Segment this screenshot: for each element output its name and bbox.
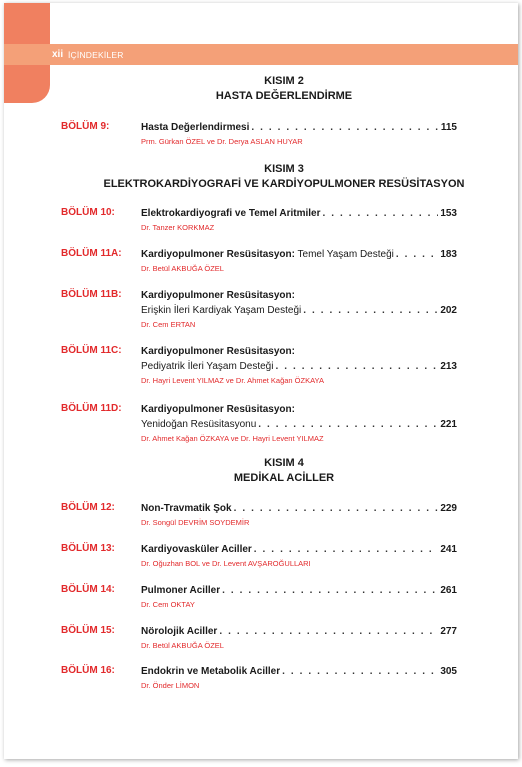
chapter-authors: Dr. Ahmet Kağan ÖZKAYA ve Dr. Hayri Levent YILMAZ xyxy=(141,434,324,443)
chapter-authors: Dr. Betül AKBUĞA ÖZEL xyxy=(141,641,224,650)
chapter-page: 261 xyxy=(440,585,457,596)
chapter-authors: Dr. Songül DEVRİM SOYDEMİR xyxy=(141,518,250,527)
page-number: xii xyxy=(52,49,64,60)
leader-dots xyxy=(234,502,439,515)
section-heading-part-4 xyxy=(50,456,518,486)
chapter-title: Kardiyopulmoner Resüsitasyon: xyxy=(141,404,295,415)
chapter-title: Endokrin ve Metabolik Aciller xyxy=(141,666,281,677)
chapter-authors: Dr. Önder LİMON xyxy=(141,681,200,690)
chapter-label: BÖLÜM 11D: xyxy=(61,403,122,414)
leader-dots xyxy=(282,665,438,678)
chapter-title: Nörolojik Aciller xyxy=(141,626,218,637)
chapter-label: BÖLÜM 10: xyxy=(61,207,115,218)
chapter-authors: Dr. Hayri Levent YILMAZ ve Dr. Ahmet Kağan ÖZKAYA xyxy=(141,376,324,385)
chapter-title: Kardiyopulmoner Resüsitasyon: xyxy=(141,290,295,301)
chapter-page: 213 xyxy=(440,361,457,372)
chapter-label: BÖLÜM 11B: xyxy=(61,289,122,300)
chapter-page: 305 xyxy=(440,666,457,677)
leader-dots xyxy=(396,248,438,261)
section-part: KISIM 4 xyxy=(264,457,304,469)
chapter-authors: Dr. Betül AKBUĞA ÖZEL xyxy=(141,264,224,273)
chapter-page: 221 xyxy=(440,419,457,430)
chapter-title: Kardiyovasküler Aciller xyxy=(141,544,252,555)
section-title: MEDİKAL ACİLLER xyxy=(233,472,335,484)
chapter-page: 153 xyxy=(440,208,457,219)
chapter-authors: Dr. Oğuzhan BOL ve Dr. Levent AVŞAROĞULLARI xyxy=(141,559,311,568)
chapter-title: Kardiyopulmoner Resüsitasyon: xyxy=(141,249,295,260)
chapter-authors: Dr. Cem ERTAN xyxy=(141,320,196,329)
toc-page xyxy=(4,3,518,759)
section-heading-part-2 xyxy=(50,74,518,104)
section-title: HASTA DEĞERLENDİRME xyxy=(215,90,353,102)
leader-dots xyxy=(254,543,439,556)
chapter-title: Hasta Değerlendirmesi xyxy=(141,122,250,133)
leader-dots xyxy=(323,207,439,220)
chapter-authors: Prm. Gürkan ÖZEL ve Dr. Derya ASLAN HUYAR xyxy=(141,137,303,146)
chapter-title: Pulmoner Aciller xyxy=(141,585,221,596)
chapter-label: BÖLÜM 14: xyxy=(61,584,115,595)
chapter-title: Elektrokardiyografi ve Temel Aritmiler xyxy=(141,208,321,219)
chapter-label: BÖLÜM 15: xyxy=(61,625,115,636)
chapter-title: Non-Travmatik Şok xyxy=(141,503,232,514)
chapter-page: 241 xyxy=(440,544,457,555)
chapter-label: BÖLÜM 9: xyxy=(61,121,110,132)
chapter-label: BÖLÜM 12: xyxy=(61,502,115,513)
chapter-label: BÖLÜM 11C: xyxy=(61,345,122,356)
section-part: KISIM 3 xyxy=(264,163,304,175)
leader-dots xyxy=(222,584,438,597)
chapter-title: Kardiyopulmoner Resüsitasyon: xyxy=(141,346,295,357)
chapter-authors: Dr. Tanzer KORKMAZ xyxy=(141,223,215,232)
chapter-label: BÖLÜM 11A: xyxy=(61,248,122,259)
chapter-page: 202 xyxy=(440,305,457,316)
leader-dots xyxy=(219,625,438,638)
chapter-subtitle: Pediyatrik İleri Yaşam Desteği xyxy=(141,361,274,372)
section-heading-part-3 xyxy=(50,162,518,192)
chapter-label: BÖLÜM 16: xyxy=(61,665,115,676)
leader-dots xyxy=(275,360,438,373)
section-title: ELEKTROKARDİYOGRAFİ VE KARDİYOPULMONER RESÜSİTASYON xyxy=(103,178,465,190)
chapter-subtitle: Temel Yaşam Desteği xyxy=(297,249,394,260)
chapter-page: 277 xyxy=(440,626,457,637)
page-title: İÇİNDEKİLER xyxy=(68,50,124,60)
chapter-subtitle: Erişkin İleri Kardiyak Yaşam Desteği xyxy=(141,305,302,316)
chapter-page: 115 xyxy=(440,122,457,133)
chapter-label: BÖLÜM 13: xyxy=(61,543,115,554)
leader-dots xyxy=(303,304,438,317)
chapter-page: 229 xyxy=(440,503,457,514)
leader-dots xyxy=(258,418,438,431)
leader-dots xyxy=(251,121,438,134)
chapter-subtitle: Yenidoğan Resüsitasyonu xyxy=(141,419,257,430)
chapter-page: 183 xyxy=(440,249,457,260)
section-part: KISIM 2 xyxy=(264,75,304,87)
chapter-authors: Dr. Cem OKTAY xyxy=(141,600,195,609)
